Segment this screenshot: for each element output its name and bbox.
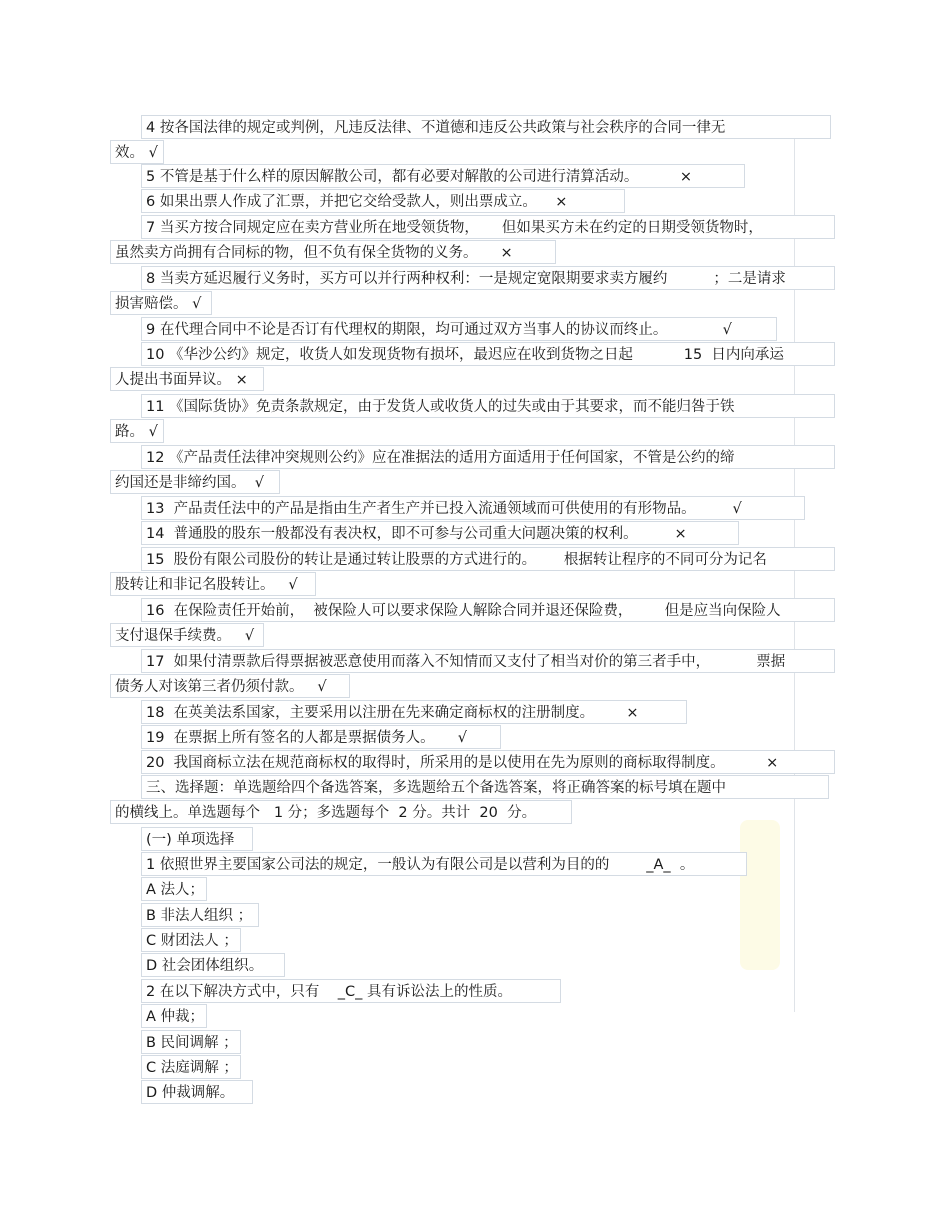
text-line: 7 当买方按合同规定应在卖方营业所在地受领货物， 但如果买方未在约定的日期受领货物时， <box>141 215 835 239</box>
text-line: 虽然卖方尚拥有合同标的物，但不负有保全货物的义务。 × <box>110 240 556 264</box>
text-line: 13 产品责任法中的产品是指由生产者生产并已投入流通领域而可供使用的有形物品。 √ <box>141 496 805 520</box>
text-line: 10 《华沙公约》规定，收货人如发现货物有损坏，最迟应在收到货物之日起 15 日内向承运 <box>141 342 835 366</box>
answer-option: B 非法人组织 ； <box>141 903 259 927</box>
text-line: 债务人对该第三者仍须付款。 √ <box>110 674 350 698</box>
text-line: 股转让和非记名股转让。 √ <box>110 572 316 596</box>
text-line: 6 如果出票人作成了汇票，并把它交给受款人，则出票成立。 × <box>141 189 625 213</box>
text-line: 效。 √ <box>110 140 164 164</box>
text-line: 17 如果付清票款后得票据被恶意使用而落入不知情而又支付了相当对价的第三者手中， 票据 <box>141 649 835 673</box>
text-line: 4 按各国法律的规定或判例，凡违反法律、不道德和违反公共政策与社会秩序的合同一律无 <box>141 115 831 139</box>
text-line: 14 普通股的股东一般都没有表决权，即不可参与公司重大问题决策的权利。 × <box>141 521 739 545</box>
section-heading: 三、选择题：单选题给四个备选答案，多选题给五个备选答案，将正确答案的标号填在题中 <box>141 775 829 799</box>
text-line: 5 不管是基于什么样的原因解散公司，都有必要对解散的公司进行清算活动。 × <box>141 164 745 188</box>
text-line: 损害赔偿。 √ <box>110 291 212 315</box>
subsection-heading: (一) 单项选择 <box>141 827 253 851</box>
text-line: 11 《国际货协》免责条款规定，由于发货人或收货人的过失或由于其要求，而不能归咎于铁 <box>141 394 835 418</box>
text-line: 12 《产品责任法律冲突规则公约》应在准据法的适用方面适用于任何国家，不管是公约的缔 <box>141 445 835 469</box>
text-line: 支付退保手续费。 √ <box>110 623 264 647</box>
text-line: 9 在代理合同中不论是否订有代理权的期限，均可通过双方当事人的协议而终止。 √ <box>141 317 777 341</box>
answer-option: C 法庭调解 ； <box>141 1055 241 1079</box>
answer-option: A 仲裁； <box>141 1004 207 1028</box>
text-line: 16 在保险责任开始前， 被保险人可以要求保险人解除合同并退还保险费， 但是应当向保险人 <box>141 598 835 622</box>
question-text: 1 依照世界主要国家公司法的规定，一般认为有限公司是以营利为目的的 _A_ 。 <box>141 852 747 876</box>
text-line: 18 在英美法系国家，主要采用以注册在先来确定商标权的注册制度。 × <box>141 700 687 724</box>
answer-option: D 社会团体组织。 <box>141 953 285 977</box>
background-stain <box>740 820 780 970</box>
text-line: 约国还是非缔约国。 √ <box>110 470 280 494</box>
answer-option: B 民间调解 ； <box>141 1030 241 1054</box>
text-line: 15 股份有限公司股份的转让是通过转让股票的方式进行的。 根据转让程序的不同可分为记名 <box>141 547 835 571</box>
text-line: 路。 √ <box>110 419 164 443</box>
question-text: 2 在以下解决方式中，只有 _C_ 具有诉讼法上的性质。 <box>141 979 561 1003</box>
text-line: 人提出书面异议。 × <box>110 367 264 391</box>
text-line: 19 在票据上所有签名的人都是票据债务人。 √ <box>141 725 501 749</box>
answer-option: D 仲裁调解。 <box>141 1080 253 1104</box>
answer-option: C 财团法人 ； <box>141 928 241 952</box>
text-line: 8 当卖方延迟履行义务时，买方可以并行两种权利：一是规定宽限期要求卖方履约 ；二是请求 <box>141 266 835 290</box>
text-line: 20 我国商标立法在规范商标权的取得时，所采用的是以使用在先为原则的商标取得制度。 × <box>141 750 835 774</box>
answer-option: A 法人； <box>141 877 207 901</box>
text-line: 的横线上。单选题每个 1 分；多选题每个 2 分。共计 20 分。 <box>110 800 572 824</box>
